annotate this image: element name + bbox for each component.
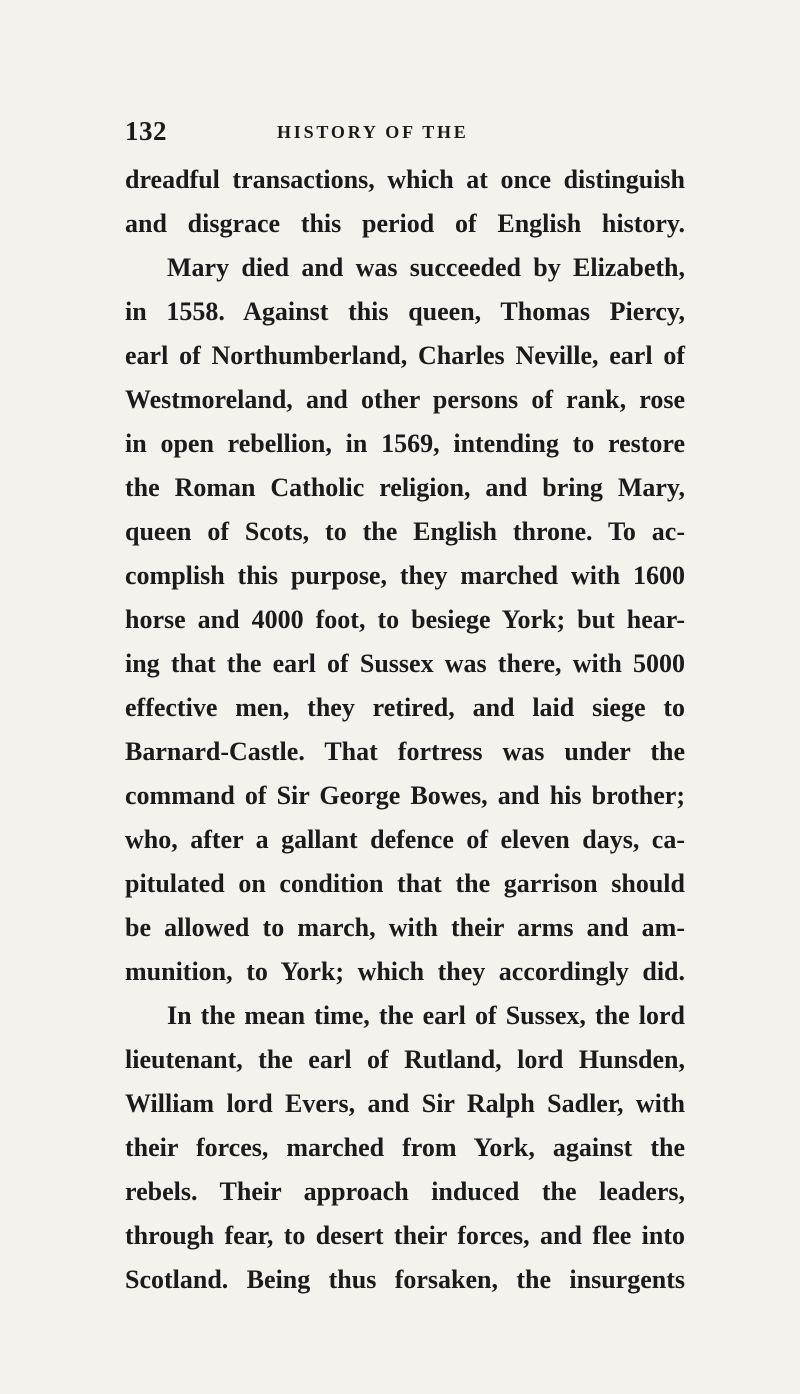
text-line: who, after a gallant defence of eleven days, ca- [125,825,685,854]
text-line: queen of Scots, to the English throne. To ac- [125,517,685,546]
text-line: command of Sir George Bowes, and his brother; [125,781,685,810]
text-line: lieutenant, the earl of Rutland, lord Hunsden, [125,1045,685,1074]
text-line: Scotland. Being thus forsaken, the insurgents [125,1265,685,1294]
text-line: Mary died and was succeeded by Elizabeth, [167,253,685,282]
text-line: Barnard-Castle. That fortress was under the [125,737,685,766]
text-line: pitulated on condition that the garrison should [125,869,685,898]
text-line: through fear, to desert their forces, and flee into [125,1221,685,1250]
text-line: munition, to York; which they accordingly did. [125,957,685,986]
text-line: in 1558. Against this queen, Thomas Piercy, [125,297,685,326]
page-number: 132 [125,116,167,146]
text-line: and disgrace this period of English history. [125,209,685,238]
text-line: rebels. Their approach induced the leaders, [125,1177,685,1206]
text-line: Westmoreland, and other persons of rank, rose [125,385,685,414]
text-line: their forces, marched from York, against the [125,1133,685,1162]
body-text [125,158,685,1302]
text-line: dreadful transactions, which at once distinguish [125,165,685,194]
text-line: In the mean time, the earl of Sussex, the lord [167,1001,685,1030]
text-line: William lord Evers, and Sir Ralph Sadler, with [125,1089,685,1118]
text-line: the Roman Catholic religion, and bring Mary, [125,473,685,502]
text-line: horse and 4000 foot, to besiege York; but hear- [125,605,685,634]
text-line: in open rebellion, in 1569, intending to restore [125,429,685,458]
text-line: effective men, they retired, and laid siege to [125,693,685,722]
text-line: be allowed to march, with their arms and am- [125,913,685,942]
running-title: HISTORY OF THE [277,122,469,142]
text-line: earl of Northumberland, Charles Neville, earl of [125,341,685,370]
text-line: ing that the earl of Sussex was there, with 5000 [125,649,685,678]
running-head [125,116,685,150]
text-line: complish this purpose, they marched with 1600 [125,561,685,590]
